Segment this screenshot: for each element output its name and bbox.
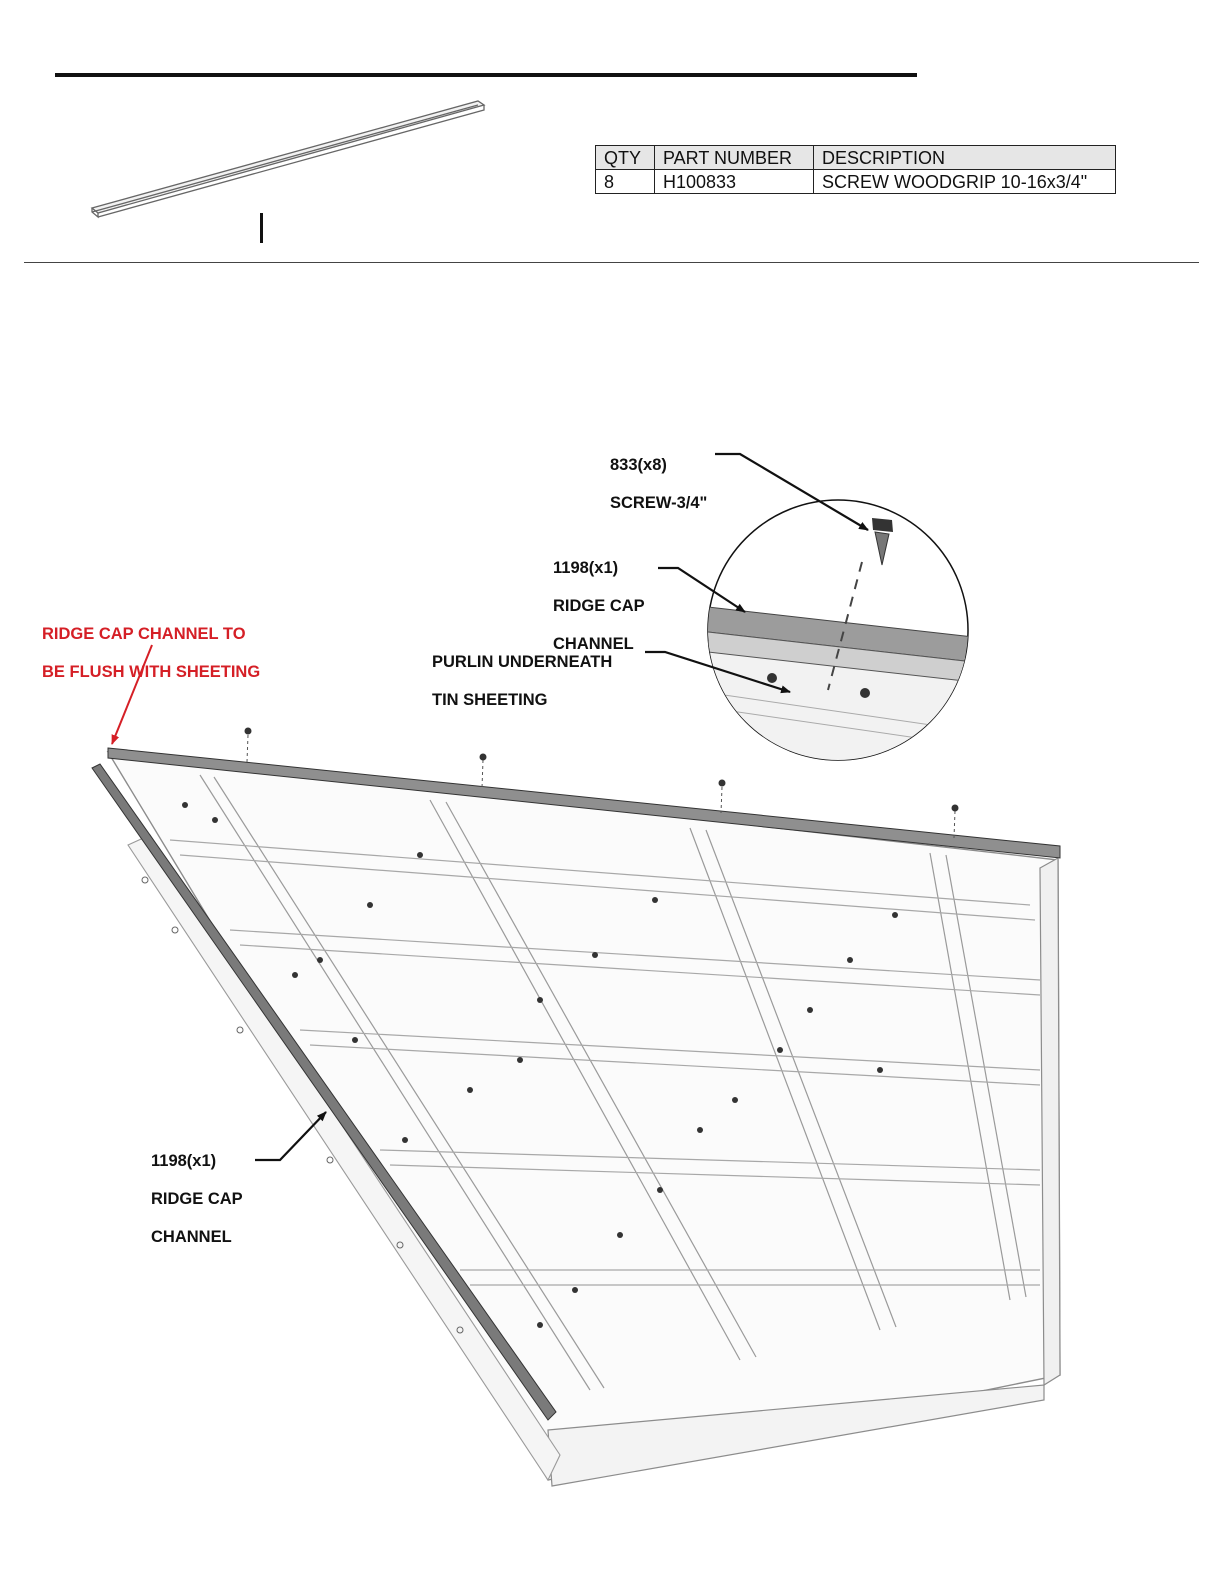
ridge-cap-main-line3: CHANNEL — [151, 1228, 232, 1246]
flush-note-line2: BE FLUSH WITH SHEETING — [42, 663, 261, 681]
ridge-cap-detail-line1: 1198(x1) — [553, 559, 619, 577]
ridge-cap-channel-icon — [92, 101, 484, 217]
cell-qty: 8 — [596, 170, 655, 194]
header-part-number: PART NUMBER — [655, 146, 814, 170]
screw-callout-line1: 833(x8) — [610, 456, 667, 474]
screw-callout — [610, 437, 707, 532]
cell-part-number: H100833 — [655, 170, 814, 194]
flush-note — [42, 606, 260, 701]
purlin-line1: PURLIN UNDERNEATH — [432, 653, 613, 671]
flush-note-line1: RIDGE CAP CHANNEL TO — [42, 625, 246, 643]
screw-callout-line2: SCREW-3/4" — [610, 494, 708, 512]
detail-view — [690, 500, 1000, 760]
purlin-line2: TIN SHEETING — [432, 691, 548, 709]
header-description: DESCRIPTION — [814, 146, 1116, 170]
cell-description: SCREW WOODGRIP 10-16x3/4" — [814, 170, 1116, 194]
ridge-cap-main-callout — [151, 1133, 243, 1266]
roof-panel — [108, 752, 1060, 1486]
ridge-cap-main-line2: RIDGE CAP — [151, 1190, 243, 1208]
header-qty: QTY — [596, 146, 655, 170]
ridge-cap-detail-line3: CHANNEL — [553, 635, 634, 653]
ridge-cap-detail-line2: RIDGE CAP — [553, 597, 645, 615]
ridge-cap-main-line1: 1198(x1) — [151, 1152, 217, 1170]
purlin-callout — [432, 634, 612, 729]
